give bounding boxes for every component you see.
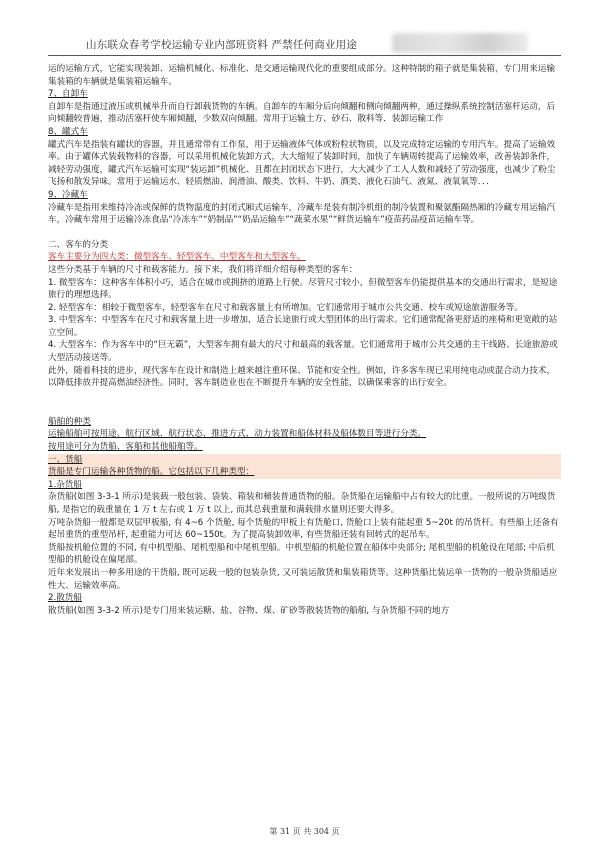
header-divider — [48, 55, 561, 56]
body-paragraph: 万吨杂货船一般都是双层甲板船, 有 4~6 个货舱, 每个货舱的甲板上有货舱口, 货舱口上装有能起重 5~20t 的吊货杆。有些船上还备有起吊重货的重型吊杆, 起重能力可达 60~150t。为了提高装卸效率, 有些货船还装有回转式的起吊车。 — [48, 517, 559, 541]
body-paragraph: 杂货船(如图 3-3-1 所示)是装载一般包装、袋装、箱装和桶装普通货物的船。杂货船在运输船中占有较大的比重。一般所说的万吨级货船, 是指它的载重量在 1 万 t 左右或 1 万 t 以上, 而其总载重量和满载排水量则还要大得多。 — [48, 492, 556, 515]
paragraph-spacer — [48, 390, 561, 416]
body-paragraph: 罐式汽车是指装有罐状的容器，并且通常带有工作泵，用于运输液体气体或粉粒状物质，以及完成特定运输的专用汽车。提高了运输效率。由于罐体式装载物料的容器，可以采用机械化装卸方式，大大缩短了装卸时间，加快了车辆周转提高了运输效率，改善装卸条件，减轻劳动强度，罐式汽车运输可实现“装运卸”机械化、且都在封闭状态下进行，大大减少了工人人数和减轻了劳动强度，也减少了粉尘飞扬和散发异味。常用于运输运水、轻质燃油、润滑油、酸类、饮料、牛奶、酒类、液化石油气、液氮、液氧氧等．．． — [48, 139, 556, 188]
shaded-heading: 一、货船 — [48, 454, 561, 467]
section-heading: 船舶的种类 — [48, 416, 91, 427]
body-paragraph: 冷藏车是指用来维持冷冻或保鲜的货物温度的封闭式厢式运输车，冷藏车是装有制冷机组的制冷装置和聚氨酯隔热厢的冷藏专用运输汽车，冷藏车常用于运输冷冻食品“冷冻车”“奶制品”“奶品运输车”“蔬菜水果”“鲜货运输车”疫苗药品疫苗运输车等。 — [48, 202, 556, 226]
section-heading: 2.散货船 — [48, 593, 82, 604]
body-paragraph: 运的运输方式，它能实现装卸、运输机械化、标准化、是交通运输现代化的重要组成部分。这种特制的箱子就是集装箱，专门用来运输集装箱的车辆就是集装箱运输车。 — [48, 64, 556, 87]
header-text: 山东联众春考学校运输专业内部班资料 严禁任何商业用途 — [86, 39, 358, 51]
body-paragraph: 4. 大型客车：作为客车中的“巨无霸”，大型客车拥有最大的尺寸和最高的载客量。它们通常用于城市公共交通的主干线路、长途旅游或大型活动接送等。 — [48, 340, 558, 364]
body-paragraph: 1. 微型客车：这种客车体积小巧，适合在城市或拥挤的道路上行驶。尽管尺寸较小，但微型客车仍能提供基本的交通出行需求，是短途旅行的理想选择。 — [48, 277, 558, 301]
body-paragraph: 3. 中型客车：中型客车在尺寸和载客量上进一步增加，适合长途旅行或大型团体的出行需求。它们通常配备更舒适的座椅和更宽敞的站立空间。 — [48, 315, 558, 338]
body-paragraph: 自卸车是指通过液压或机械举升而自行卸载货物的车辆。自卸车的车厢分后向倾翻和侧向倾翻两种，通过操纵系统控制活塞杆运动，后向倾翻较普遍，推动活塞杆使车厢倾翻，少数双向倾翻。常用于运输土方、砂石、散料等．装卸运输工作 — [48, 101, 556, 125]
header-watermark-blur — [392, 33, 528, 53]
section-heading: 按用途可分为货船、客船和其他船舶等。 — [48, 442, 203, 453]
section-heading: 7、自卸车 — [48, 89, 88, 100]
body-paragraph: 散货船(如图 3-3-2 所示)是专门用来装运糖、盐、谷物、煤、矿砂等散装货物的船舶, 与杂货船不同的地方 — [48, 605, 450, 616]
paragraph-spacer — [48, 227, 561, 239]
page-header — [0, 0, 609, 54]
body-paragraph: 2. 轻型客车：相较于微型客车，轻型客车在尺寸和载客量上有所增加。它们通常用于城市公共交通、校车或短途旅游服务等。 — [48, 302, 523, 313]
document-body — [48, 63, 561, 617]
section-heading: 8、罐式车 — [48, 126, 88, 137]
highlighted-heading: 客车主要分为四大类：微型客车、轻型客车、中型客车和大型客车。 — [48, 252, 306, 263]
section-heading: 1.杂货船 — [48, 479, 82, 490]
body-paragraph: 此外，随着科技的进步，现代客车在设计和制造上越来越注重环保、节能和安全性。例如，许多客车现已采用纯电动或混合动力技术，以降低排放并提高燃油经济性。同时，客车制造业也在不断提升车辆的安全性能，以确保乘客的出行安全。 — [48, 365, 556, 389]
shaded-paragraph: 货船是专门运输各种货物的船。它包括以下几种类型： — [48, 466, 561, 479]
section-heading: 9、冷藏车 — [48, 189, 88, 200]
body-paragraph: 近年来发展出一种多用途的干货船, 既可运载一般的包装杂货, 又可装运散货和集装箱货等。这种货船比装运单一货物的一般杂货船适应性大、运输效率高。 — [48, 567, 558, 591]
body-paragraph: 这些分类基于车辆的尺寸和载客能力。接下来，我们将详细介绍每种类型的客车： — [48, 264, 358, 275]
body-paragraph: 二、客车的分类 — [48, 239, 109, 250]
page-footer: 第 31 页 共 304 页 — [269, 827, 340, 836]
section-heading: 运输船舶可按用途、航行区域、航行状态、推进方式、动力装置和船体材料及船体数目等进行分类。 — [48, 429, 427, 440]
body-paragraph: 货船按机舱位置的不同, 有中机型船、尾机型船和中尾机型船。中机型船的机舱位置在船体中央部分; 尾机型船的机舱设在尾部; 中后机型船的机舱设在偏尾部。 — [48, 542, 555, 566]
